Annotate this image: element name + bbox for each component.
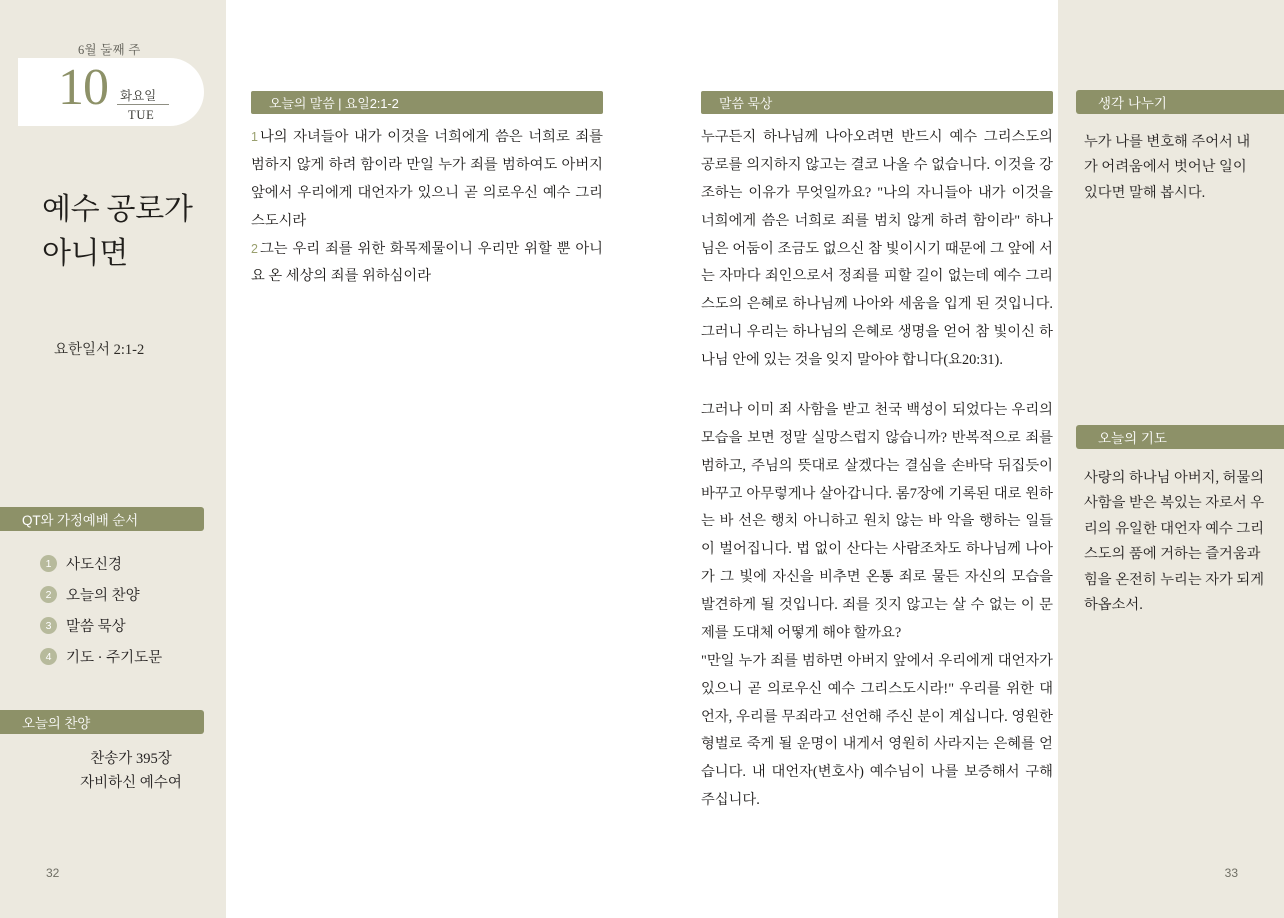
scripture-text	[251, 124, 603, 291]
list-item	[40, 610, 220, 641]
section-heading-order	[0, 507, 204, 531]
share-question-text: 누가 나를 변호해 주어서 내가 어려움에서 벗어난 일이 있다면 말해 봅시다.	[1084, 134, 1251, 201]
meditation-heading-label: 말씀 묵상	[719, 96, 773, 111]
section-heading-share	[1076, 90, 1284, 114]
step-number-badge: 1	[40, 555, 57, 572]
main-content	[226, 0, 1058, 918]
verse-number: 1	[251, 130, 258, 144]
today-word-heading-label: 오늘의 말씀 | 요일2:1-2	[269, 96, 399, 111]
list-item-label: 사도신경	[66, 557, 123, 573]
list-item	[40, 548, 220, 579]
step-number-badge: 4	[40, 648, 57, 665]
date-number: 10	[58, 59, 108, 116]
worship-order-list	[40, 548, 220, 672]
verse-text: 나의 자녀들아 내가 이것을 너희에게 씀은 너희로 죄를 범하지 않게 하려 함이라 만일 누가 죄를 범하여도 아버지 앞에서 우리에게 대언자가 있으니 곧 의로우신 예수 그리스도시라	[251, 129, 603, 229]
right-panel	[1058, 0, 1284, 918]
order-heading-label: QT와 가정예배 순서	[22, 513, 139, 528]
day-label-korean: 화요일	[120, 89, 157, 103]
section-heading-praise	[0, 710, 204, 734]
step-number-badge: 2	[40, 586, 57, 603]
list-item-label: 말씀 묵상	[66, 619, 126, 635]
scripture-reference: 요한일서 2:1-2	[54, 342, 145, 358]
list-item	[40, 641, 220, 672]
prayer-text: 사랑의 하나님 아버지, 허물의 사함을 받은 복있는 자로서 우리의 유일한 대언자 예수 그리스도의 품에 거하는 즐거움과 힘을 온전히 누리는 자가 되게 하옵소서.	[1084, 470, 1265, 614]
praise-heading-label: 오늘의 찬양	[22, 716, 91, 731]
paragraph: 누구든지 하나님께 나아오려면 반드시 예수 그리스도의 공로를 의지하지 않고는 결코 나올 수 없습니다. 이것을 강조하는 이유가 무엇일까요? "나의 자니들아 내가 이것을 너희에게 씀은 너희로 죄를 범치 않게 하려 함이라" 하나님은 어둠이 조금도 없으신 참 빛이시기 때문에 그 앞에 서는 자마다 죄인으로서 정죄를 피할 길이 없는데 예수 그리스도의 은혜로 하나님께 나아와 세움을 입게 된 것입니다. 그러니 우리는 하나님의 은혜로 생명을 얻어 참 빛이신 하나님 안에 있는 것을 잊지 말아야 합니다(요20:31).	[701, 129, 1053, 368]
share-heading-label: 생각 나누기	[1098, 96, 1167, 111]
week-label: 6월 둘째 주	[78, 43, 141, 57]
page-title: 예수 공로가 아니면	[42, 193, 193, 270]
section-heading-today-word	[251, 91, 603, 114]
date-divider	[117, 104, 169, 105]
page-number-left: 32	[46, 866, 60, 880]
day-label-english: TUE	[128, 108, 155, 122]
left-panel	[0, 0, 226, 918]
section-heading-prayer	[1076, 425, 1284, 449]
list-item-label: 오늘의 찬양	[66, 588, 140, 604]
date-badge	[18, 58, 204, 126]
hymn-number: 찬송가 395장	[90, 751, 172, 767]
verse-text: 그는 우리 죄를 위한 화목제물이니 우리만 위할 뿐 아니요 온 세상의 죄를 위하심이라	[251, 240, 603, 285]
section-heading-meditation	[701, 91, 1053, 114]
list-item-label: 기도 · 주기도문	[66, 650, 163, 666]
praise-hymn-block	[40, 748, 222, 796]
paragraph: "만일 누가 죄를 범하면 아버지 앞에서 우리에게 대언자가 있으니 곧 의로우신 예수 그리스도시라!" 우리를 위한 대언자, 우리를 무죄라고 선언해 주신 분이 계십니다. 영원한 형벌로 죽게 될 운명이 내게서 영원히 사라지는 은혜를 얻습니다. 내 대언자(변호사) 예수님이 나를 보증해서 구해주십니다.	[701, 652, 1053, 809]
verse-number: 2	[251, 241, 258, 256]
paragraph: 그러나 이미 죄 사함을 받고 천국 백성이 되었다는 우리의 모습을 보면 정말 실망스럽지 않습니까? 반복적으로 죄를 범하고, 주님의 뜻대로 살겠다는 결심을 손바닥 뒤집듯이 바꾸고 아무렇게나 살아갑니다. 롬7장에 기록된 대로 원하는 바 선은 행치 아니하고 원치 않는 바 악을 행하는 일들이 벌어집니다. 법 없이 산다는 사람조차도 하나님께 나아가 그 빛에 자신을 비추면 온통 죄로 물든 자신의 모습을 발견하게 될 것입니다. 죄를 짓지 않고는 살 수 없는 이 문제를 도대체 어떻게 해야 할까요?	[701, 401, 1053, 641]
step-number-badge: 3	[40, 617, 57, 634]
prayer-heading-label: 오늘의 기도	[1098, 431, 1167, 446]
meditation-text	[701, 124, 1053, 837]
page-number-right: 33	[1224, 866, 1238, 880]
list-item	[40, 579, 220, 610]
hymn-title: 자비하신 예수여	[80, 774, 182, 791]
